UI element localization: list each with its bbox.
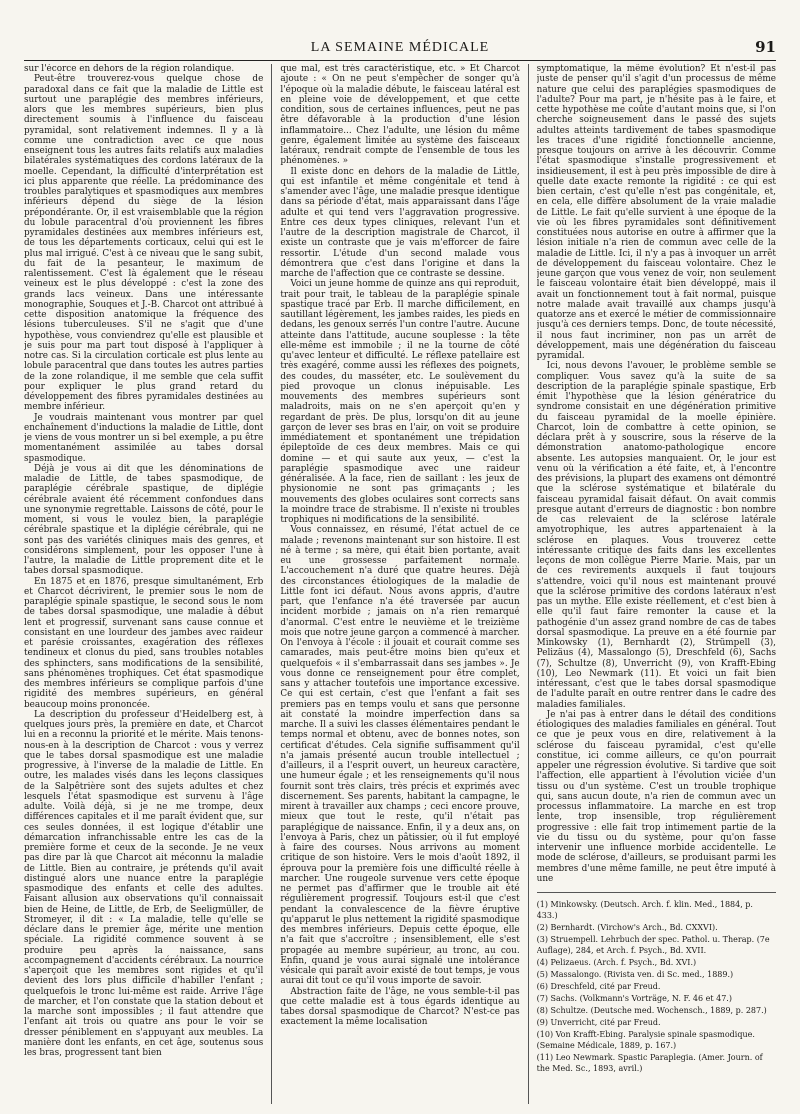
footnote: (2) Bernhardt. (Virchow's Arch., Bd. CXXVI). (536, 923, 718, 932)
column-divider (528, 64, 529, 1104)
footnote: (9) Unverricht, cité par Freud. (536, 1018, 661, 1027)
column-divider (271, 64, 272, 1104)
footnote: (11) Leo Newmark. Spastic Paraplegia. (Amer. Journ. of the Med. Sc., 1893, avril.) (536, 1053, 763, 1073)
footnote: (7) Sachs. (Volkmann's Vorträge, N. F. 46 et 47.) (536, 994, 732, 1003)
paragraph: Il existe donc en dehors de la maladie de Little, qui est infantile et même congénitale et tend à s'amender avec l'âge, une maladie presque identique dans sa période d'état, mais apparaissant dans l'âge adulte et qui tend vers l'aggravation progressive. Entre ces deux types cliniques, relevant l'un et l'autre de la description magistrale de Charcot, il existe un contraste que je vais m'efforcer de faire ressortir. L'étude d'un second malade vous démontrera que c'est dans l'origine et dans la marche de l'affection que ce contraste se dessine. (280, 166, 520, 279)
column-right (537, 64, 776, 1104)
footnote: (6) Dreschfeld, cité par Freud. (536, 982, 661, 991)
running-header (24, 38, 776, 61)
paragraph: Je n'ai pas à entrer dans le détail des conditions étiologiques des maladies familiales en général. Tout ce que je peux vous en dire, relativement à la sclérose du faisceau pyramidal, c'est qu'elle constitue, ici comme ailleurs, ce qu'on pourrait appeler une régression évolutive. Si tardive que soit l'affection, elle appartient à l'évolution viciée d'un tissu ou d'un système. C'est un trouble trophique qui, sans aucun doute, n'a rien de commun avec un processus inflammatoire. La marche en est trop lente, trop insensible, trop régulièrement progressive : elle fait trop intimement partie de la vie du tissu ou du système, pour qu'on fasse intervenir une influence morbide accidentelle. Le mode de sclérose, d'ailleurs, se produisant parmi les membres d'une même famille, ne peut être imputé à une (536, 709, 776, 884)
page-number: 91 (755, 38, 776, 56)
journal-title: LA SEMAINE MÉDICALE (310, 40, 490, 55)
footnote: (3) Struempell. Lehrbuch der spec. Pathol. u. Therap. (7e Auflage), 284, et Arch. f. Psych., Bd. XVII. (536, 935, 770, 955)
paragraph: Ici, nous devons l'avouer, le problème semble se compliquer. Vous savez qu'à la suite de sa description de la paraplégie spinale spastique, Erb émit l'hypothèse que la lésion génératrice du syndrome consistait en une dégénération primitive du faisceau pyramidal de la moelle épinière. Charcot, loin de combattre à cette opinion, se déclara prêt à y souscrire, sous la réserve de la démonstration anatomo-pathologique encore absente. Les autopsies manquaient. Or, le jour est venu où la vérification a été faite, et, à l'encontre des prévisions, la plupart des examens ont démontré que la sclérose systématique et bilatérale du faisceau pyramidal faisait défaut. On avait commis presque autant d'erreurs de diagnostic : bon nombre de cas relevaient de la sclérose latérale amyotrophique, les autres appartenaient à la sclérose en plaques. Vous trouverez cette intéressante critique des faits dans les excellentes leçons de mon collègue Pierre Marie. Mais, par un de ces revirements auxquels il faut toujours s'attendre, voici qu'il nous est maintenant prouvé que la sclérose primitive des cordons latéraux n'est pas un mythe. Elle existe réellement, et c'est bien à elle qu'il faut faire remonter la cause et la pathogénie d'un assez grand nombre de cas de tabes dorsal spasmodique. La preuve en a été fournie par Minkowsky (1), Bernhardt (2), Strümpell (3), Pelizäus (4), Massalongo (5), Dreschfeld (6), Sachs (7), Schultze (8), Unverricht (9), von Krafft-Ebing (10), Leo Newmark (11). Et voici un fait bien intéressant, c'est que le tabes dorsal spasmodique de l'adulte paraît en outre rentrer dans le cadre des maladies familiales. (536, 361, 776, 710)
paragraph: Je voudrais maintenant vous montrer par quel enchaînement d'inductions la maladie de Little, dont je viens de vous montrer un si bel exemple, a pu être momentanément assimilée au tabes dorsal spasmodique. (24, 412, 264, 464)
paragraph: Peut-être trouverez-vous quelque chose de paradoxal dans ce fait que la maladie de Little est surtout une paraplégie des membres inférieurs, alors que les membres supérieurs, bien plus directement soumis à l'influence du faisceau pyramidal, sont relativement indemnes. Il y a là comme une contradiction avec ce que nous enseignent tous les autres faits relatifs aux maladies bilatérales systématiques des cordons latéraux de la moelle. Cependant, la difficulté d'interprétation est ici plus apparente que réelle. La prédominance des troubles paralytiques et spasmodiques aux membres inférieurs dépend du siège de la lésion prépondérante. Or, il est vraisemblable que la région du lobule paracentral d'où proviennent les fibres pyramidales destinées aux membres inférieurs est, de tous les départements corticaux, celui qui est le plus mal irrigué. C'est à ce niveau que le sang subit, du fait de la pesanteur, le maximum de ralentissement. C'est là également que le réseau veineux est le plus développé : c'est la zone des grands lacs veineux. Dans une intéressante monographie, Souques et J.-B. Charcot ont attribué à cette disposition anatomique la fréquence des lésions tuberculeuses. S'il ne s'agit que d'une hypothèse, vous conviendrez qu'elle est plausible et je suis pour ma part tout disposé à l'appliquer à notre cas. Si la circulation corticale est plus lente au lobule paracentral que dans toutes les autres parties de la zone rolandique, il me semble que cela suffit pour expliquer le plus grand retard du développement des fibres pyramidales destinées au membre inférieur. (24, 74, 264, 413)
footnote: (4) Pelizaeus. (Arch. f. Psych., Bd. XVI.) (536, 958, 697, 967)
footnote: (1) Minkowsky. (Deutsch. Arch. f. klin. Med., 1884, p. 433.) (536, 900, 753, 920)
paragraph: La description du professeur d'Heidelberg est, à quelques jours près, la première en date, et Charcot lui en a reconnu la priorité et le mérite. Mais tenons-nous-en à la description de Charcot : vous y verrez que le tabes dorsal spasmodique est une maladie progressive, à l'inverse de la maladie de Little. En outre, les malades visés dans les leçons classiques de la Salpêtrière sont des sujets adultes et chez lesquels l'état spasmodique est survenu à l'âge adulte. Voilà déjà, si je ne me trompe, deux différences capitales et il me paraît évident que, sur ces seules données, il est logique d'établir une démarcation infranchissable entre les cas de la première forme et ceux de la seconde. Je ne veux pas dire par là que Charcot ait méconnu la maladie de Little. Bien au contraire, je prétends qu'il avait distingué alors une nuance entre la paraplégie spasmodique des enfants et celle des adultes. Faisant allusion aux observations qu'il connaissait bien de Heine, de Little, de Erb, de Seeligmüller, de Stromeyer, il dit : « La maladie, telle qu'elle se déclare dans le premier âge, mérite une mention spéciale. La rigidité commence souvent à se produire peu après la naissance, sans accompagnement d'accidents cérébraux. La nourrice s'aperçoit que les membres sont rigides et qu'il devient des lors plus difficile d'habiller l'enfant ; quelquefois le tronc lui-même est raide. Arrive l'âge de marcher, et l'on constate que la station debout et la marche sont impossibles ; il faut attendre que l'enfant ait trois ou quatre ans pour le voir se dresser péniblement en s'appuyant aux meubles. La manière dont les enfants, en cet âge, soutenus sous les bras, progressent tant bien (24, 709, 264, 1058)
footnote: (8) Schultze. (Deutsche med. Wochensch., 1889, p. 287.) (536, 1006, 767, 1015)
footnotes (537, 892, 776, 1074)
paragraph: que mal, est très caractéristique, etc. » Et Charcot ajoute : « On ne peut s'empêcher de songer qu'à l'époque où la maladie débute, le faisceau latéral est en pleine voie de développement, et que cette condition, sous de certaines influences, peut ne pas être défavorable à la production d'une lésion inflammatoire... Chez l'adulte, une lésion du même genre, également limitée au système des faisceaux latéraux, rendrait compte de l'ensemble de tous les phénomènes. » (280, 64, 520, 167)
footnote: (5) Massalongo. (Rivista ven. di Sc. med., 1889.) (536, 970, 734, 979)
footnote: (10) Von Krafft-Ebing. Paralysie spinale spasmodique. (Semaine Médicale, 1889, p. 167.) (536, 1030, 755, 1050)
column-middle (280, 64, 519, 1104)
paragraph: Abstraction faite de l'âge, ne vous semble-t-il pas que cette maladie est à tous égards identique au tabes dorsal spasmodique de Charcot? N'est-ce pas exactement la même localisation (280, 986, 520, 1028)
paragraph: Vous connaissez, en résumé, l'état actuel de ce malade ; revenons maintenant sur son histoire. Il est né à terme ; sa mère, qui était bien portante, avait eu une grossesse parfaitement normale. L'accouchement n'a duré que quatre heures. Déjà des circonstances étiologiques de la maladie de Little font ici défaut. Nous avons appris, d'autre part, que l'enfance n'a été traversée par aucun incident morbide ; jamais on n'a rien remarqué d'anormal. C'est entre le neuvième et le treizième mois que notre jeune garçon a commencé à marcher. On l'envoya à l'école : il jouait et courait comme ses camarades, mais peut-être moins bien qu'eux et quelquefois « il s'embarrassait dans ses jambes ». Je vous donne ce renseignement pour être complet, sans y attacher toutefois une importance excessive. Ce qui est certain, c'est que l'enfant a fait ses premiers pas en temps voulu et sans que personne ait constaté la moindre imperfection dans sa marche. Il a suivi les classes élémentaires pendant le temps normal et obtenu, avec de bonnes notes, son certificat d'études. Cela signifie suffisamment qu'il n'a jamais présenté aucun trouble intellectuel ; d'ailleurs, il a l'esprit ouvert, un heureux caractère, une humeur égale ; et les renseignements qu'il nous fournit sont très clairs, très précis et exprimés avec discernement. Ses parents, habitant la campagne, le mirent à travailler aux champs ; ceci encore prouve, mieux que tout le reste, qu'il n'était pas paraplégique de naissance. Enfin, il y a deux ans, on l'envoya à Paris, chez un pâtissier, où il fut employé à faire des courses. Nous arrivons au moment critique de son histoire. Vers le mois d'août 1892, il éprouva pour la première fois une difficulté réelle à marcher. Une rougeole survenue vers cette époque ne permet pas d'affirmer que le trouble ait été régulièrement progressif. Toujours est-il que c'est pendant la convalescence de la fièvre éruptive qu'apparut le plus nettement la rigidité spasmodique des membres inférieurs. Depuis cette époque, elle n'a fait que s'accroître ; insensiblement, elle s'est propagée au membre supérieur, au tronc, au cou. Enfin, quand je vous aurai signalé une intolérance vésicale qui paraît avoir existé de tout temps, je vous aurai dit tout ce qu'il vous importe de savoir. (280, 525, 520, 987)
paragraph: Voici un jeune homme de quinze ans qui reproduit, trait pour trait, le tableau de la paraplégie spinale spastique tracé par Erb. Il marche difficilement, en sautillant légèrement, les jambes raides, les pieds en dedans, les genoux serrés l'un contre l'autre. Aucune atteinte dans l'attitude, aucune souplesse : la tête elle-même est immobile ; il ne la tourne de côté qu'avec lenteur et difficulté. Le réflexe patellaire est très exagéré, comme aussi les réflexes des poignets, des coudes, du masséter, etc. Le soulèvement du pied provoque un clonus inépuisable. Les mouvements des membres supérieurs sont maladroits, mais on ne s'en aperçoit qu'en y regardant de près. De plus, lorsqu'on dit au jeune garçon de lever ses bras en l'air, on voit se produire immédiatement et spontanément une trépidation épileptoïde de ces deux membres. Mais ce qui domine — et qui saute aux yeux, — c'est la paraplégie spasmodique avec une raideur généralisée. A la face, rien de saillant : les jeux de physionomie ne sont pas grimaçants ; les mouvements des globes oculaires sont corrects sans la moindre trace de strabisme. Il n'existe ni troubles trophiques ni modifications de la sensibilité. (280, 279, 520, 525)
text-columns (24, 64, 776, 1104)
column-left (24, 64, 263, 1104)
right-column-body (537, 64, 776, 884)
paragraph: sur l'écorce en dehors de la région rolandique. (24, 64, 235, 74)
paragraph: symptomatique, la même évolution? Et n'est-il pas juste de penser qu'il s'agit d'un processus de même nature que celui des paraplégies spasmodiques de l'adulte? Pour ma part, je n'hésite pas à le faire, et cette hypothèse me coûte d'autant moins que, si l'on cherche soigneusement dans le passé des sujets adultes atteints tardivement de tabes spasmodique les traces d'une rigidité fonctionnelle ancienne, presque toujours on arrive à les découvrir. Comme l'état spasmodique s'installe progressivement et insidieusement, il est à peu près impossible de dire à quelle date exacte remonte la rigidité : ce qui est bien certain, c'est qu'elle n'est pas congénitale, et, en cela, elle diffère absolument de la vraie maladie de Little. Le fait qu'elle survient à une époque de la vie où les fibres pyramidales sont définitivement constituées nous autorise en outre à affirmer que la lésion initiale n'a rien de commun avec celle de la maladie de Little. Ici, il n'y a pas à invoquer un arrêt de développement du faisceau volontaire. Chez le jeune garçon que vous venez de voir, non seulement le faisceau volontaire était bien développé, mais il avait un fonctionnement tout à fait normal, puisque notre malade avait travaillé aux champs jusqu'à quatorze ans et exercé le métier de commissionnaire jusqu'à ces derniers temps. Donc, de toute nécessité, il nous faut incriminer, non pas un arrêt de développement, mais une dégénération du faisceau pyramidal. (536, 64, 776, 361)
paragraph: En 1875 et en 1876, presque simultanément, Erb et Charcot décrivirent, le premier sous le nom de paraplégie spinale spastique, le second sous le nom de tabes dorsal spasmodique, une maladie à début lent et progressif, survenant sans cause connue et consistant en une lourdeur des jambes avec raideur et parésie croissantes, exagération des réflexes tendineux et clonus du pied, sans troubles notables des sphincters, sans modifications de la sensibilité, sans phénomènes trophiques. Cet état spasmodique des membres inférieurs se complique parfois d'une rigidité des membres supérieurs, en général beaucoup moins prononcée. (24, 576, 264, 710)
paragraph: Déjà je vous ai dit que les dénominations de maladie de Little, de tabes spasmodique, de paraplégie cérébrale spastique, de diplégie cérébrale avaient été récemment confondues dans une synonymie regrettable. Laissons de côté, pour le moment, si vous le voulez bien, la paraplégie cérébrale spastique et la diplégie cérébrale, qui ne sont pas des variétés cliniques mais des genres, et considérons simplement, pour les opposer l'une à l'autre, la maladie de Little proprement dite et le tabes dorsal spasmodique. (24, 463, 264, 577)
